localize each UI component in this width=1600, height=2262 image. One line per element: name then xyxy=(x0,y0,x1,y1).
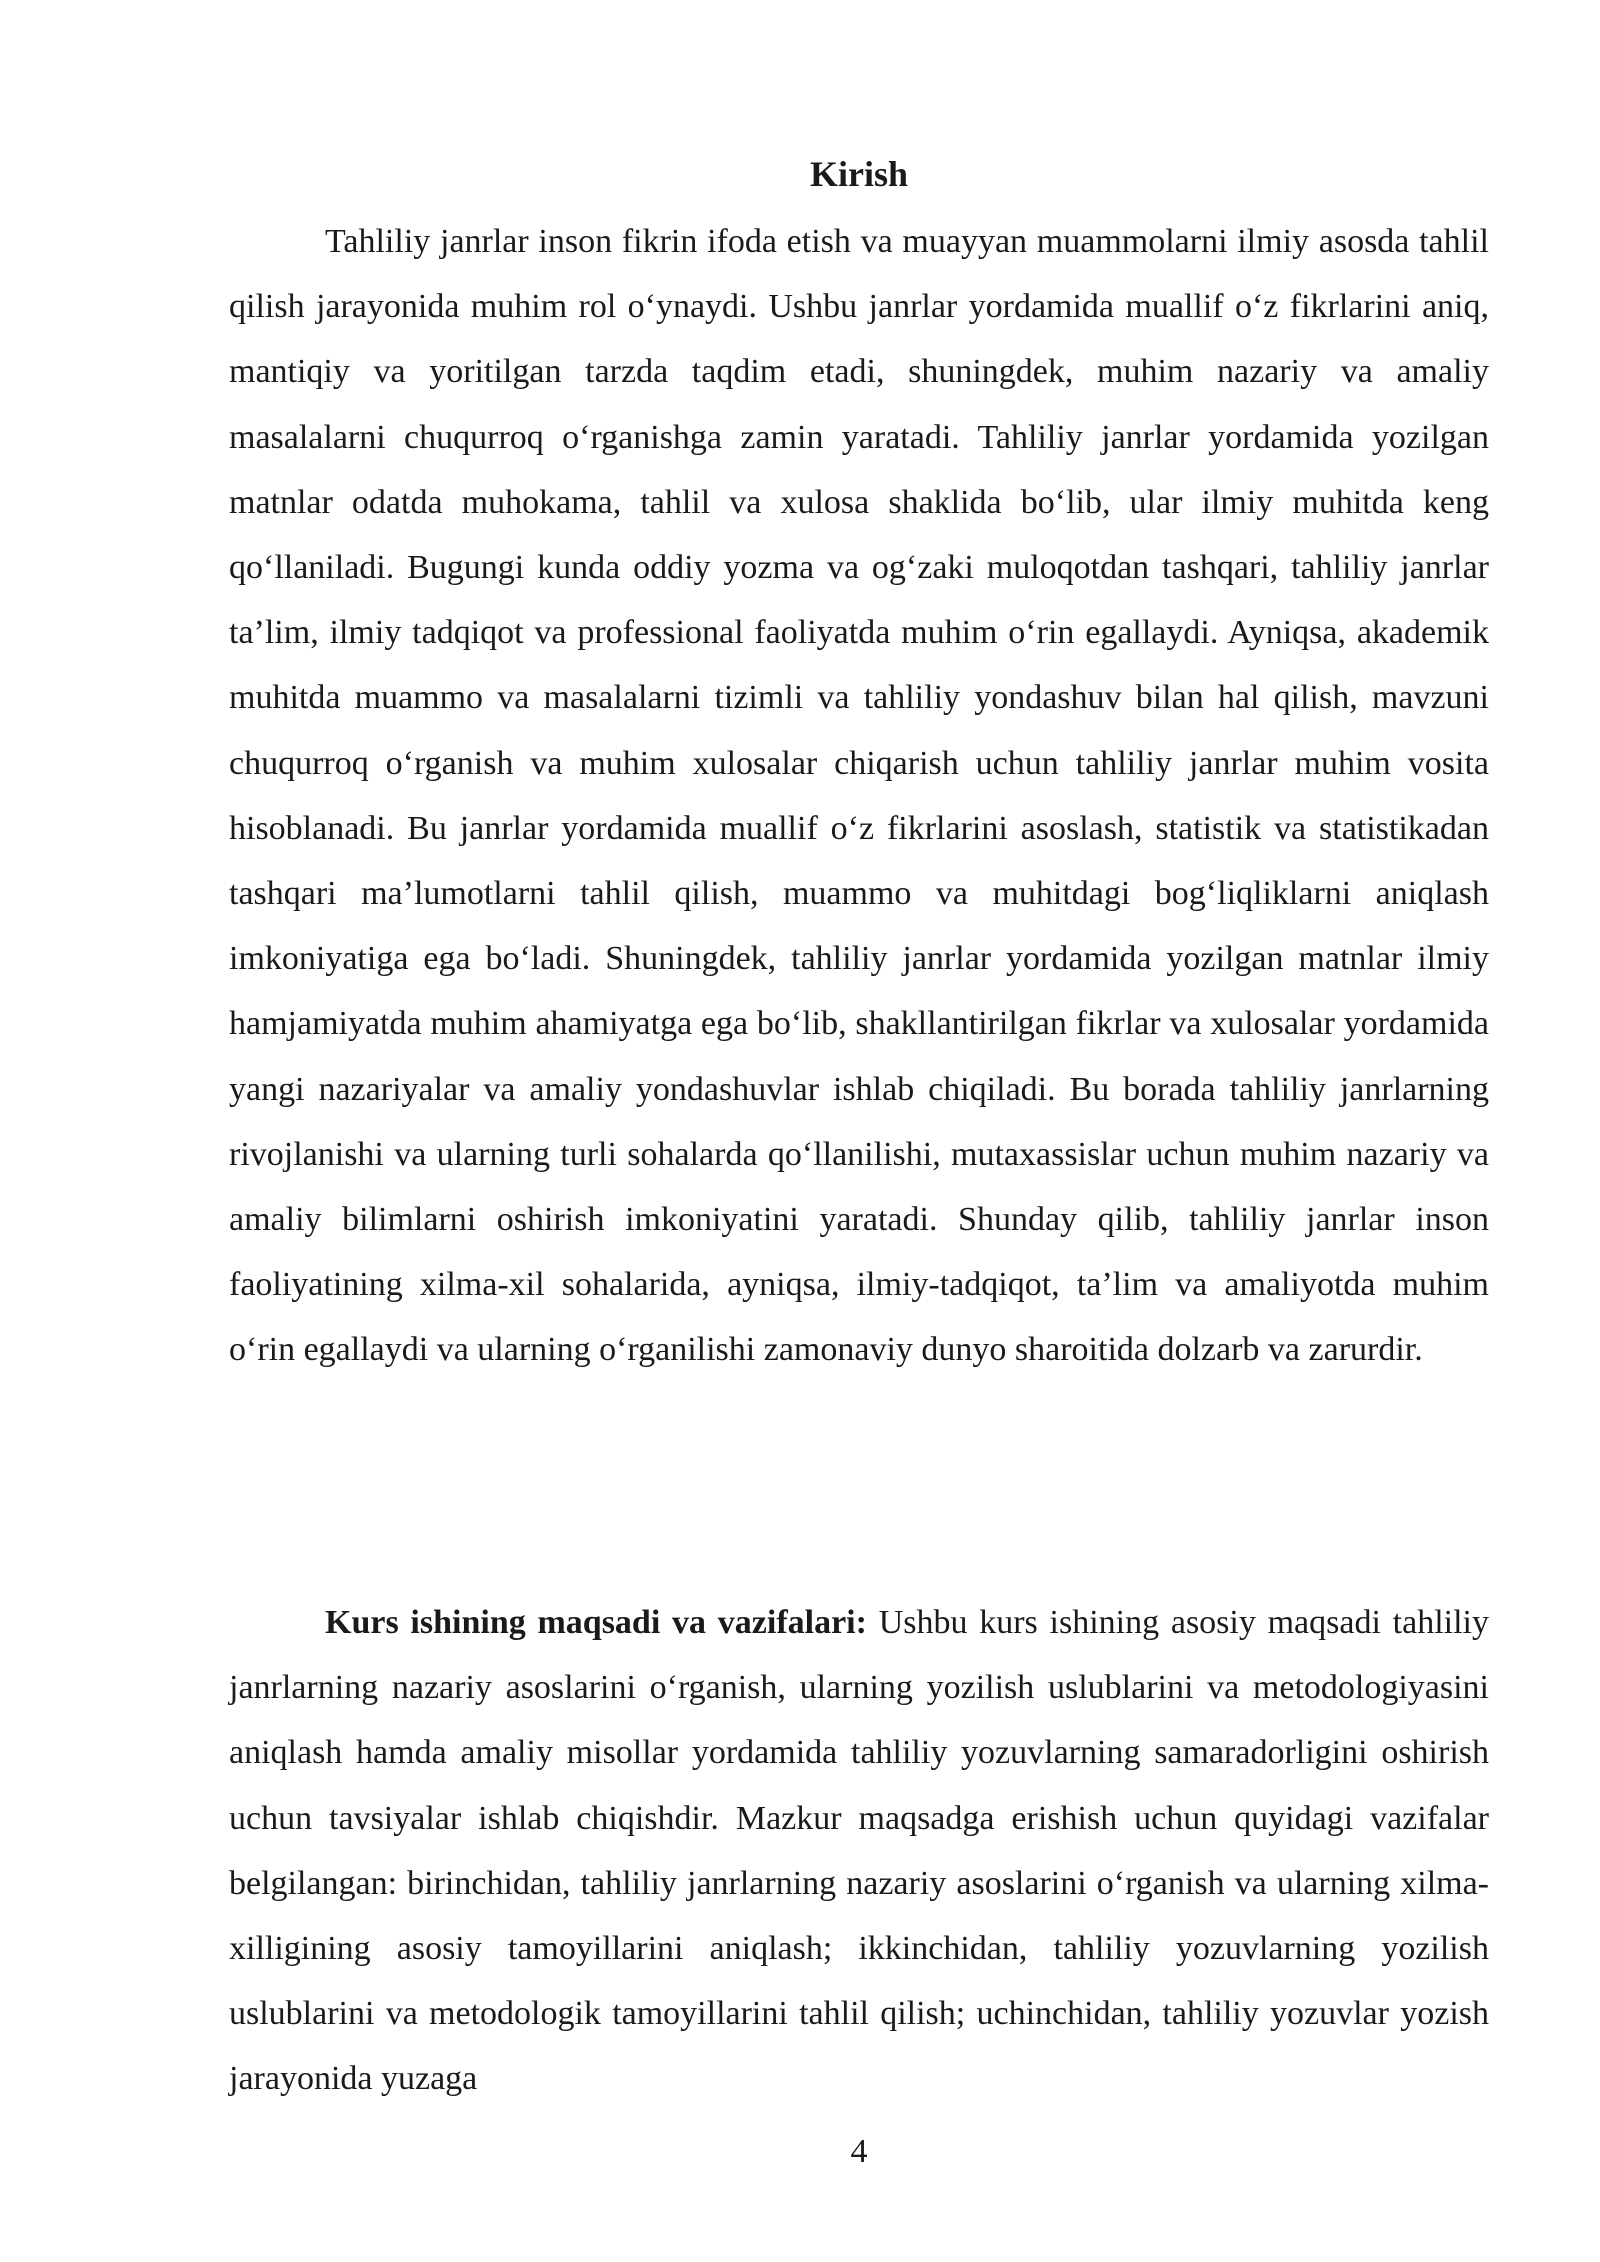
section-title: Kirish xyxy=(809,154,908,194)
intro-paragraph: Tahliliy janrlar inson fikrin ifoda etish va muayyan muammolarni ilmiy asosda tahlil qilish jarayonida muhim rol o‘ynaydi. Ushbu janrlar yordamida muallif o‘z fikrlarini aniq, mantiqiy va yoritilgan tarzda taqdim etadi, shuningdek, muhim nazariy va amaliy masalalarni chuqurroq o‘rganishga zamin yaratadi. Tahliliy janrlar yordamida yozilgan matnlar odatda muhokama, tahlil va xulosa shaklida bo‘lib, ular ilmiy muhitda keng qo‘llaniladi. Bugungi kunda oddiy yozma va og‘zaki muloqotdan tashqari, tahliliy janrlar ta’lim, ilmiy tadqiqot va professional faoliyatda muhim o‘rin egallaydi. Ayniqsa, akademik muhitda muammo va masalalarni tizimli va tahliliy yondashuv bilan hal qilish, mavzuni chuqurroq o‘rganish va muhim xulosalar chiqarish uchun tahliliy janrlar muhim vosita hisoblanadi. Bu janrlar yordamida muallif o‘z fikrlarini asoslash, statistik va statistikadan tashqari ma’lumotlarni tahlil qilish, muammo va muhitdagi bog‘liqliklarni aniqlash imkoniyatiga ega bo‘ladi. Shuningdek, tahliliy janrlar yordamida yozilgan matnlar ilmiy hamjamiyatda muhim ahamiyatga ega bo‘lib, shakllantirilgan fikrlar va xulosalar yordamida yangi nazariyalar va amaliy yondashuvlar ishlab chiqiladi. Bu borada tahliliy janrlarning rivojlanishi va ularning turli sohalarda qo‘llanilishi, mutaxassislar uchun muhim nazariy va amaliy bilimlarni oshirish imkoniyatini yaratadi. Shunday qilib, tahliliy janrlar inson faoliyatining xilma-xil sohalarida, ayniqsa, ilmiy-tadqiqot, ta’lim va amaliyotda muhim o‘rin egallaydi va ularning o‘rganilishi zamonaviy dunyo sharoitida dolzarb va zarurdir. xyxy=(229,223,1489,1369)
document-page xyxy=(229,0,1489,2262)
page-number: 4 xyxy=(850,2133,868,2170)
goals-text: Ushbu kurs ishining asosiy maqsadi tahliliy janrlarning nazariy asoslarini o‘rganish, ularning yozilish uslublarini va metodologiyasini aniqlash hamda amaliy misollar yordamida tahliliy yozuvlarning samaradorligini oshirish uchun tavsiyalar ishlab chiqishdir. Mazkur maqsadga erishish uchun quyidagi vazifalar belgilangan: birinchidan, tahliliy janrlarning nazariy asoslarini o‘rganish va ularning xilma-xilligining asosiy tamoyillarini aniqlash; ikkinchidan, tahliliy yozuvlarning yozilish uslublarini va metodologik tamoyillarini tahlil qilish; uchinchidan, tahliliy yozuvlar yozish jarayonida yuzaga xyxy=(229,1604,1489,2098)
goals-heading: Kurs ishining maqsadi va vazifalari: xyxy=(325,1604,867,1641)
goals-paragraph xyxy=(229,1590,1489,2112)
